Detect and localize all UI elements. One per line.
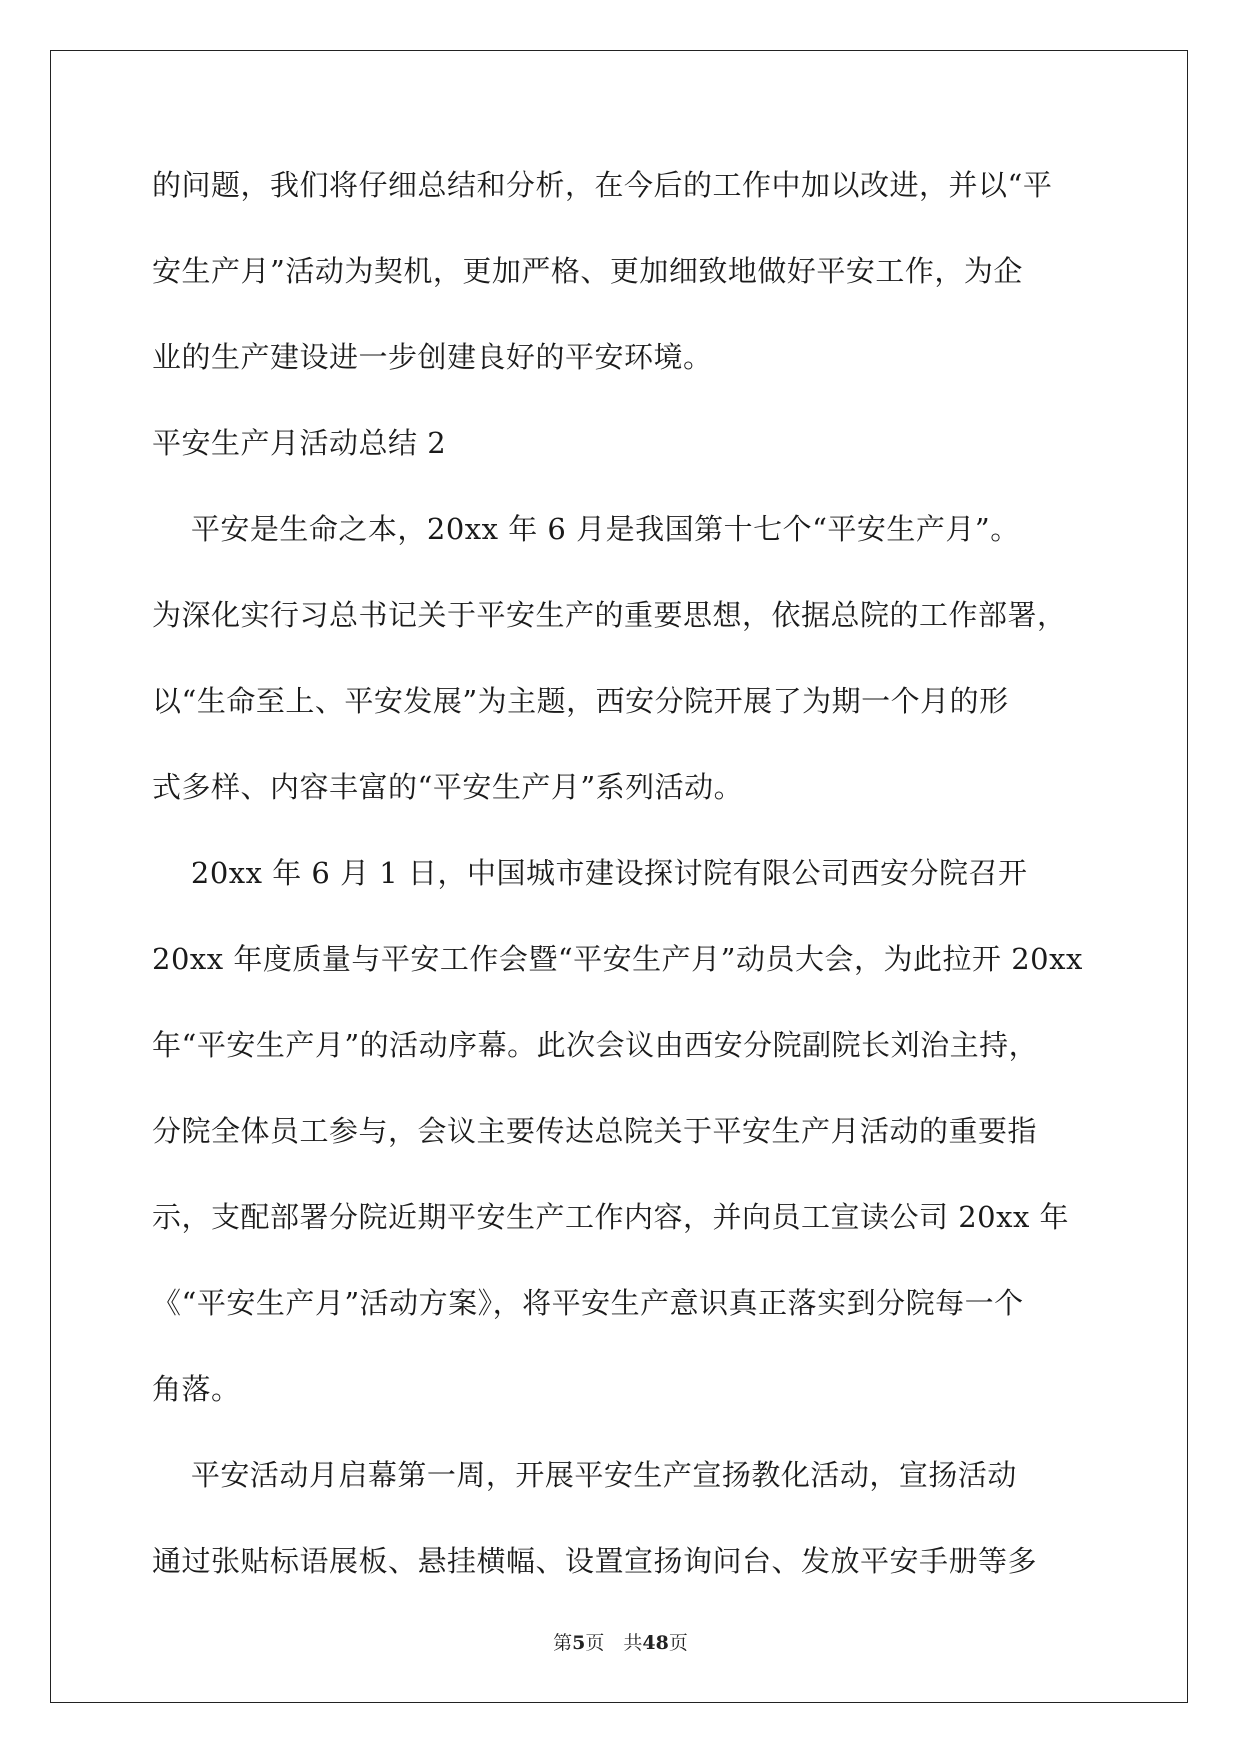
text-line: 式多样、内容丰富的“平安生产月”系列活动。 bbox=[152, 770, 744, 804]
text-line: 安生产月”活动为契机，更加严格、更加细致地做好平安工作，为企 bbox=[152, 254, 1023, 288]
text-line: 平安是生命之本，20xx 年 6 月是我国第十七个“平安生产月”。 bbox=[152, 512, 1020, 546]
text-line: 《“平安生产月”活动方案》，将平安生产意识真正落实到分院每一个 bbox=[152, 1286, 1024, 1320]
text-line: 20xx 年度质量与平安工作会暨“平安生产月”动员大会，为此拉开 20xx bbox=[152, 942, 1083, 976]
footer-mid: 页 共 bbox=[585, 1632, 643, 1654]
text-line: 以“生命至上、平安发展”为主题，西安分院开展了为期一个月的形 bbox=[152, 684, 1009, 718]
text-line: 角落。 bbox=[152, 1372, 241, 1406]
text-line: 分院全体员工参与，会议主要传达总院关于平安生产月活动的重要指 bbox=[152, 1114, 1038, 1148]
page-number: 5 bbox=[572, 1632, 586, 1654]
page-footer bbox=[0, 1628, 1241, 1655]
document-body bbox=[152, 160, 1097, 1622]
text-line: 为深化实行习总书记关于平安生产的重要思想，依据总院的工作部署， bbox=[152, 598, 1067, 632]
text-line: 年“平安生产月”的活动序幕。此次会议由西安分院副院长刘治主持， bbox=[152, 1028, 1039, 1062]
text-line: 平安活动月启幕第一周，开展平安生产宣扬教化活动，宣扬活动 bbox=[152, 1458, 1017, 1492]
section-heading: 平安生产月活动总结 2 bbox=[152, 426, 447, 460]
page-total: 48 bbox=[642, 1632, 669, 1654]
text-line: 20xx 年 6 月 1 日，中国城市建设探讨院有限公司西安分院召开 bbox=[152, 856, 1028, 890]
text-line: 的问题，我们将仔细总结和分析，在今后的工作中加以改进，并以“平 bbox=[152, 168, 1053, 202]
text-line: 通过张贴标语展板、悬挂横幅、设置宣扬询问台、发放平安手册等多 bbox=[152, 1544, 1038, 1578]
footer-prefix: 第 bbox=[553, 1632, 573, 1654]
footer-suffix: 页 bbox=[668, 1632, 688, 1654]
text-line: 示，支配部署分院近期平安生产工作内容，并向员工宣读公司 20xx 年 bbox=[152, 1200, 1070, 1234]
text-line: 业的生产建设进一步创建良好的平安环境。 bbox=[152, 340, 713, 374]
